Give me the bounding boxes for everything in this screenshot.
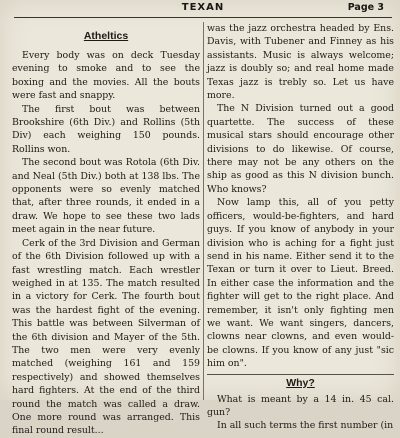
athletics-heading: Atheltics [83, 30, 129, 42]
article-paragraph: The N Division turned out a good quartette. The success of these musical stars should encourage other divisions to do likewise. Of course, there may not be any others on the ship as good as this N division bunch. Who knows? [207, 103, 394, 195]
athletics-paragraph: Cerk of the 3rd Division and German of the 6th Division followed up with a fast wrestling match. Each wrestler weighed in at 135. The match resulted in a victory for Cerk. The fourth bout was the hardest fight of the evening. This battle was between Silverman of the 6th division and Mayer of the 5th. The two men were very evenly matched (weighing 161 and 159 respectively) and showed themselves hard fighters. At the end of the third round the match was called a draw. One more round was arranged. This final round result... [12, 237, 200, 437]
left-column [12, 22, 200, 437]
right-column [207, 22, 394, 432]
masthead [14, 0, 392, 20]
why-paragraph: In all such terms the first number (in [217, 420, 394, 432]
section-rule [207, 374, 394, 375]
article-paragraph: Now lamp this, all of you petty officers, would-be-fighters, and hard guys. If you know of anybody in your division who is aching for a fight just send in his name. Either send it to the Texan or turn it over to Lieut. Breed. In either case the information and the fighter will get to the right place. And remember, it isn't only fighting men we want. We want singers, dancers, clowns near clowns, and even would-be clowns. If you know of any just "sic him on". [207, 197, 394, 370]
column-separator [203, 22, 204, 400]
why-heading: Why? [286, 376, 315, 389]
athletics-paragraph: Every body was on deck Tuesday evening to smoke and to see the boxing and the movies. All the bouts were fast and snappy. [12, 50, 200, 102]
athletics-paragraph: The first bout was between Brookshire (6th Div.) and Rollins (5th Div) each weighing 150 pounds. Rollins won. [12, 103, 200, 155]
masthead-rule [14, 17, 392, 18]
continued-paragraph: was the jazz orchestra headed by Ens. Davis, with Tubener and Finney as his assistants. Music is always welcome; jazz is doubly so; and real home made Texas jazz is trebly so. Let us have more. [207, 23, 394, 102]
page-number: Page 3 [347, 2, 384, 13]
athletics-paragraph: The second bout was Rotola (6th Div. and Neal (5th Div.) both at 138 lbs. The opponents were so evenly matched that, after three rounds, it ended in a draw. We hope to see these two lads meet again in the near future. [12, 157, 200, 236]
newspaper-title: TEXAN [181, 2, 225, 13]
why-paragraph: What is meant by a 14 in. 45 cal. gun? [207, 393, 394, 418]
